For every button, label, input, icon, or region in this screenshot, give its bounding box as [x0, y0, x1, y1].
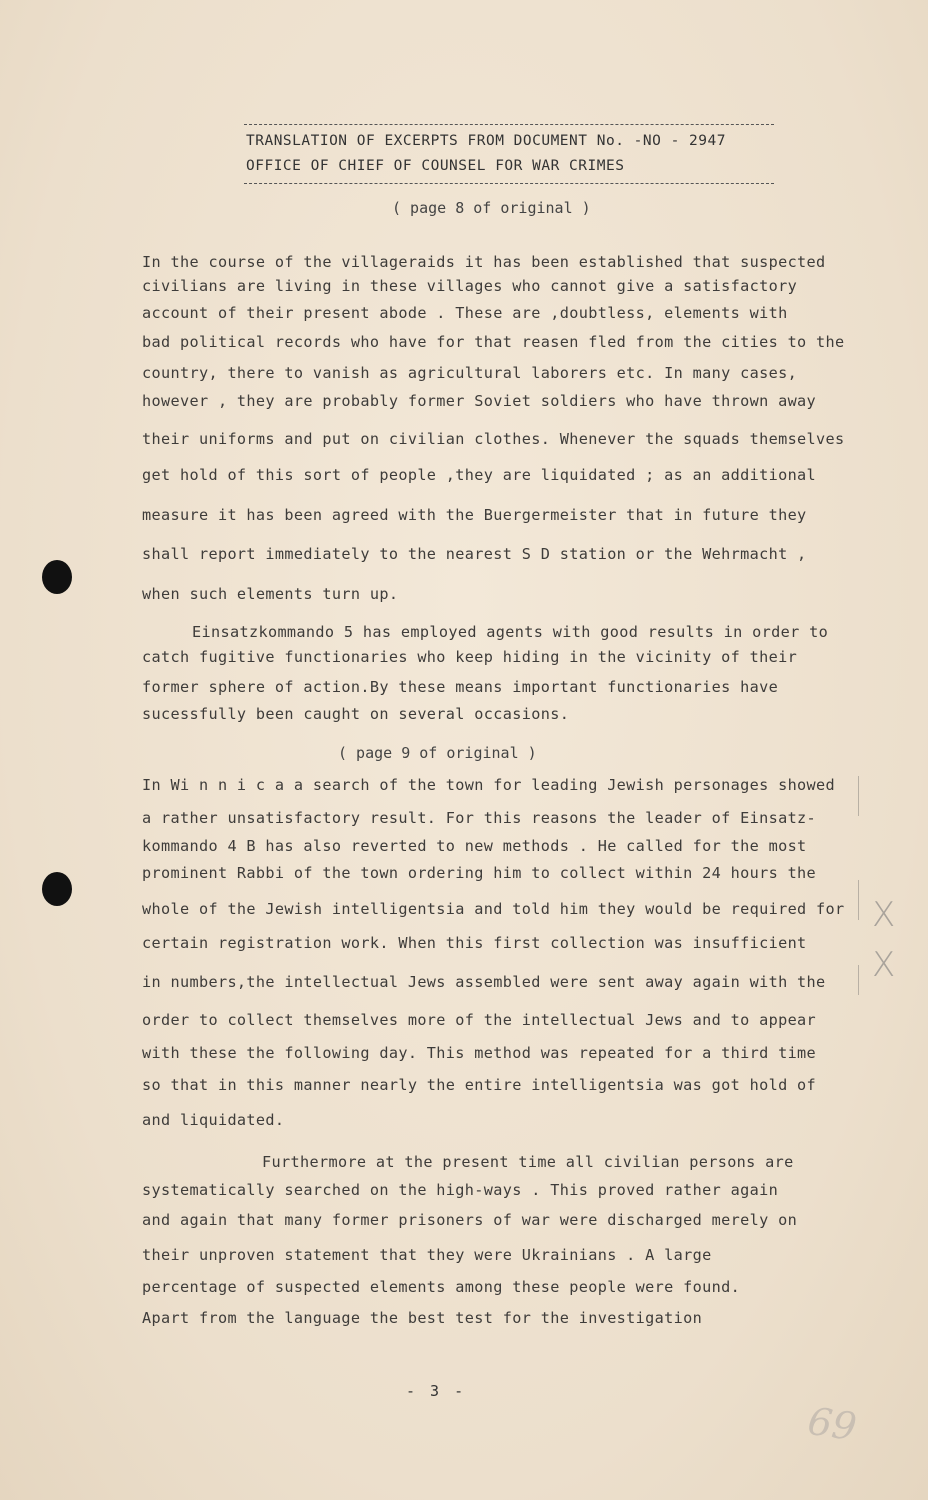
text-line: account of their present abode . These are ,doubtless, elements with — [142, 304, 788, 322]
text-line: certain registration work. When this first collection was insufficient — [142, 934, 807, 952]
margin-line — [858, 880, 859, 920]
text-line: Furthermore at the present time all civilian persons are — [262, 1153, 794, 1171]
text-line: with these the following day. This method was repeated for a third time — [142, 1044, 817, 1062]
page-ref-9: ( page 9 of original ) — [338, 744, 537, 762]
text-line: when such elements turn up. — [142, 585, 399, 603]
text-line: systematically searched on the high-ways . This proved rather again — [142, 1181, 779, 1199]
margin-line — [858, 776, 859, 816]
page-number: - 3 - — [406, 1382, 467, 1400]
text-line: whole of the Jewish intelligentsia and told him they would be required for — [142, 900, 845, 918]
text-line: bad political records who have for that reasen fled from the cities to the — [142, 333, 845, 351]
text-line: and again that many former prisoners of war were discharged merely on — [142, 1211, 798, 1229]
text-line: order to collect themselves more of the intellectual Jews and to appear — [142, 1011, 817, 1029]
text-line: catch fugitive functionaries who keep hiding in the vicinity of their — [142, 648, 798, 666]
text-line: Einsatzkommando 5 has employed agents with good results in order to — [192, 623, 829, 641]
text-line: a rather unsatisfactory result. For this reasons the leader of Einsatz- — [142, 809, 817, 827]
text-line: sucessfully been caught on several occasions. — [142, 705, 570, 723]
text-line: former sphere of action.By these means important functionaries have — [142, 678, 779, 696]
text-line: shall report immediately to the nearest S D station or the Wehrmacht , — [142, 545, 807, 563]
margin-x-mark: X — [872, 945, 896, 985]
text-line: percentage of suspected elements among these people were found. — [142, 1278, 741, 1296]
text-line: kommando 4 B has also reverted to new methods . He called for the most — [142, 837, 807, 855]
text-line: In the course of the villageraids it has been established that suspected — [142, 253, 826, 271]
text-line: civilians are living in these villages who cannot give a satisfactory — [142, 277, 798, 295]
text-line: so that in this manner nearly the entire intelligentsia was got hold of — [142, 1076, 817, 1094]
header-line-2: OFFICE OF CHIEF OF COUNSEL FOR WAR CRIMES — [246, 158, 625, 174]
header-rule-bottom — [244, 183, 774, 184]
text-line: get hold of this sort of people ,they are liquidated ; as an additional — [142, 466, 817, 484]
text-line: country, there to vanish as agricultural laborers etc. In many cases, — [142, 364, 798, 382]
text-line: In Wi n n i c a a search of the town for leading Jewish personages showed — [142, 776, 836, 794]
text-line: Apart from the language the best test for the investigation — [142, 1309, 703, 1327]
text-line: their uniforms and put on civilian clothes. Whenever the squads themselves — [142, 430, 845, 448]
margin-x-mark: X — [872, 895, 896, 935]
header-rule-top — [244, 124, 774, 125]
text-line: in numbers,the intellectual Jews assembled were sent away again with the — [142, 973, 826, 991]
pencil-annotation: 69 — [805, 1398, 860, 1450]
text-line: prominent Rabbi of the town ordering him to collect within 24 hours the — [142, 864, 817, 882]
text-line: their unproven statement that they were Ukrainians . A large — [142, 1246, 712, 1264]
punch-hole-bottom — [42, 872, 72, 906]
margin-line — [858, 965, 859, 995]
text-line: and liquidated. — [142, 1111, 285, 1129]
text-line: measure it has been agreed with the Buergermeister that in future they — [142, 506, 807, 524]
text-line: however , they are probably former Soviet soldiers who have thrown away — [142, 392, 817, 410]
header-line-1: TRANSLATION OF EXCERPTS FROM DOCUMENT No. -NO - 2947 — [246, 133, 726, 149]
punch-hole-top — [42, 560, 72, 594]
page-ref-8: ( page 8 of original ) — [392, 199, 591, 217]
